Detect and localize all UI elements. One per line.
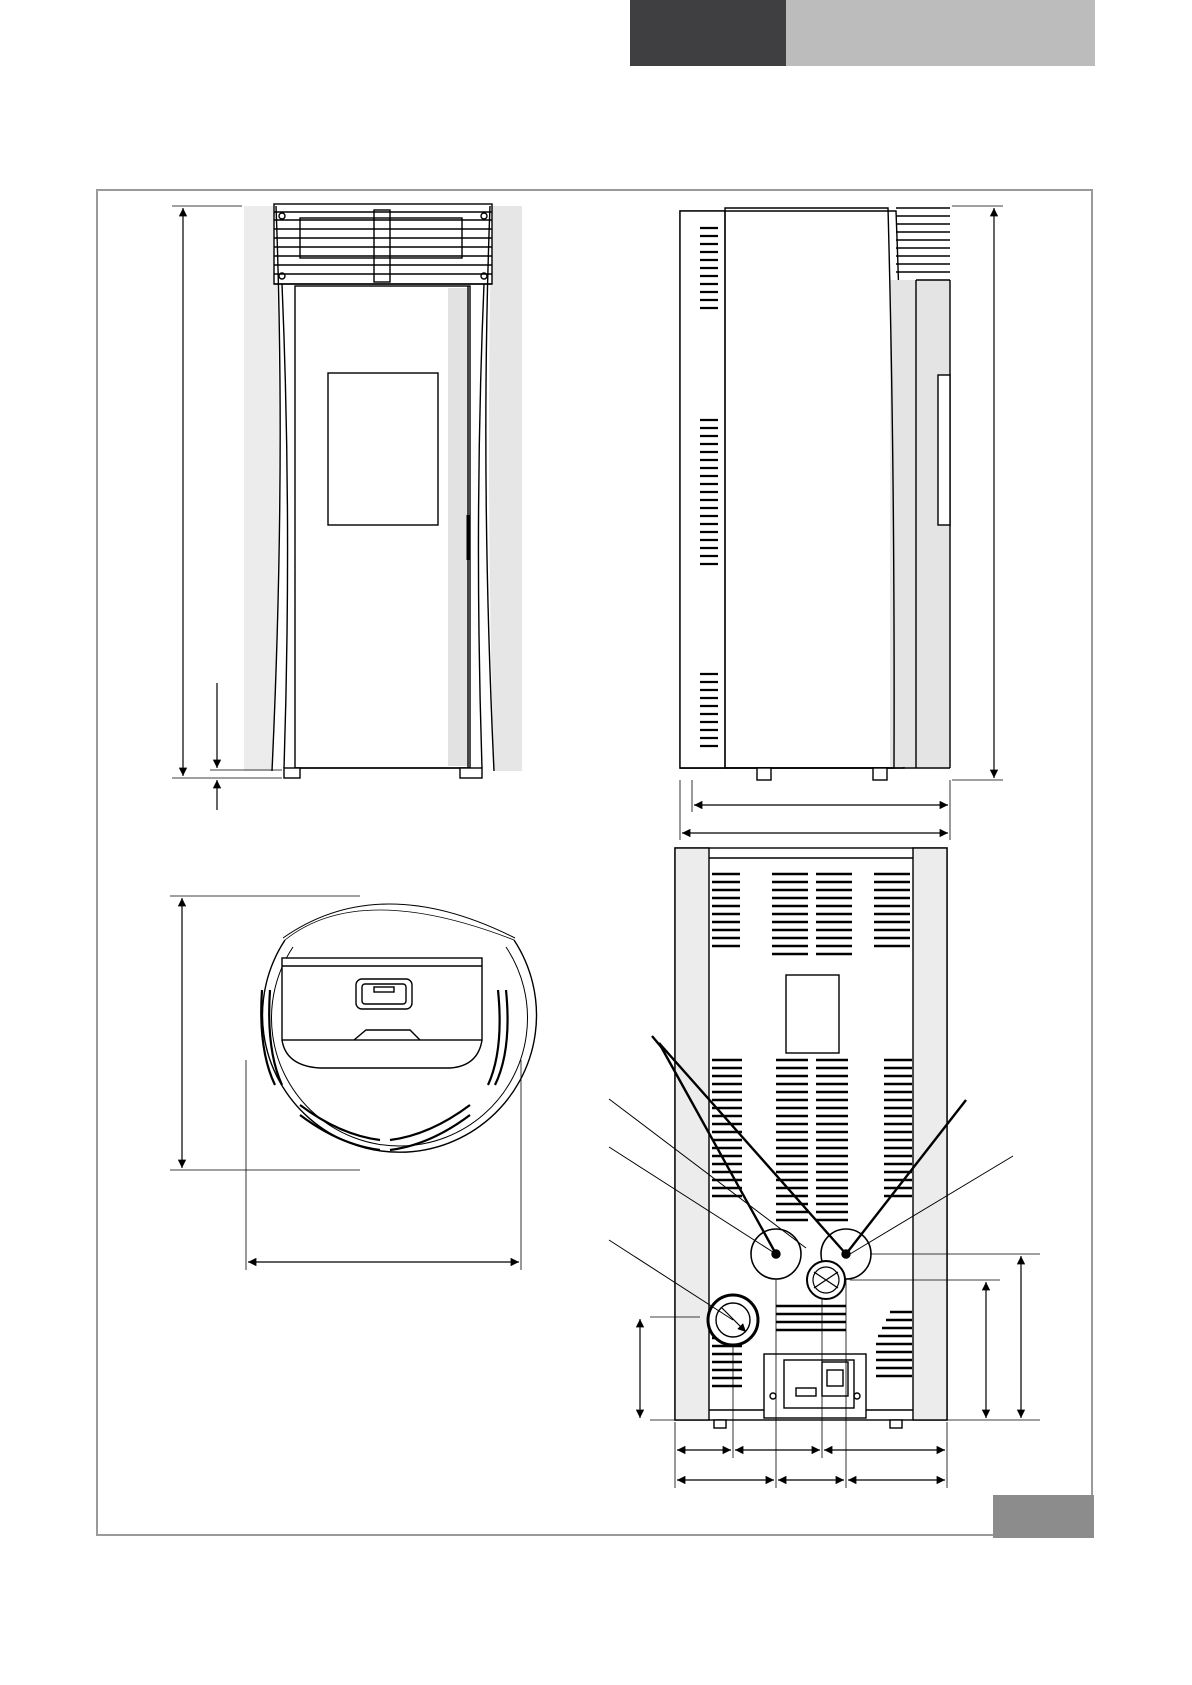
front-view [172, 204, 522, 810]
front-top-grille [274, 204, 492, 284]
front-door [295, 286, 470, 768]
front-foot-right [460, 768, 482, 778]
front-glass-window [328, 373, 438, 525]
rear-view [609, 848, 1040, 1488]
rear-service-hatch [786, 975, 839, 1053]
side-top-grille [896, 208, 950, 272]
side-view [680, 206, 1003, 840]
vent-mid-col-2 [776, 1060, 808, 1220]
front-door-shade2 [448, 288, 469, 766]
top-view [170, 896, 537, 1270]
vent-mid-col-3 [816, 1060, 848, 1220]
front-side-panel-left [244, 206, 279, 771]
side-view-back-panel [680, 211, 725, 768]
side-view-window [938, 375, 950, 525]
front-side-panel-right [489, 206, 522, 771]
rear-power-socket [822, 1362, 848, 1396]
front-foot-left [284, 768, 300, 778]
